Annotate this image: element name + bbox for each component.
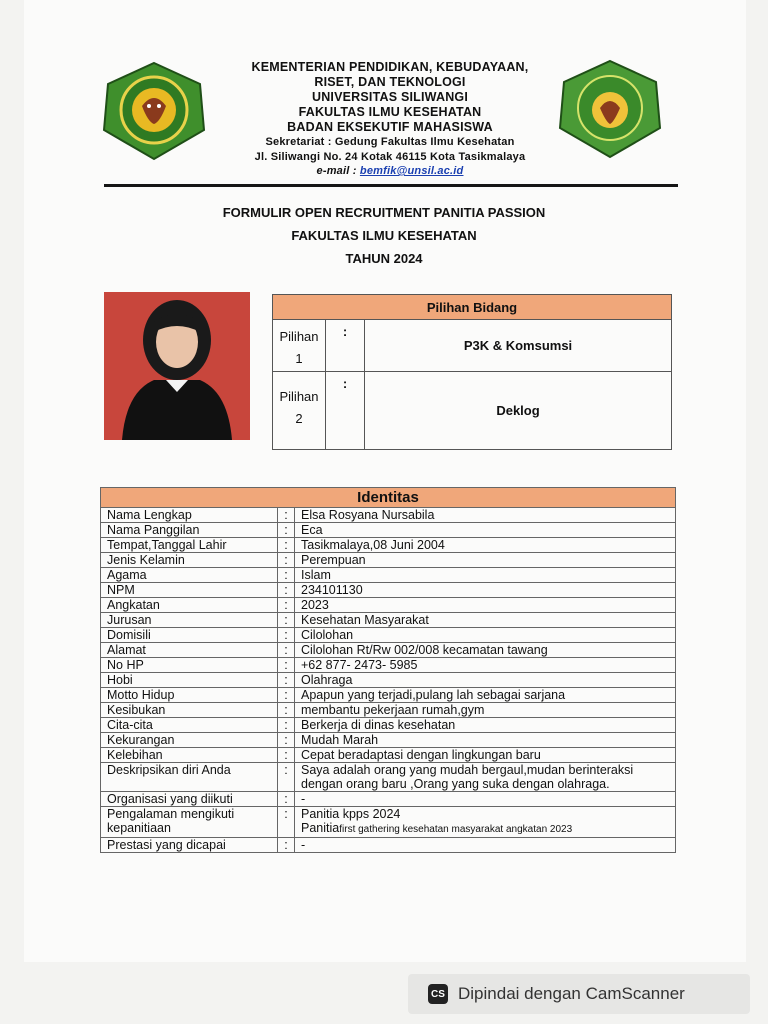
field-value: Perempuan	[295, 553, 676, 568]
field-label: NPM	[101, 583, 278, 598]
university-name: UNIVERSITAS SILIWANGI	[311, 90, 469, 104]
organization-name: BADAN EKSEKUTIF MAHASISWA	[287, 120, 493, 134]
field-label: Cita-cita	[101, 718, 278, 733]
field-value: membantu pekerjaan rumah,gym	[295, 703, 676, 718]
address-line: Jl. Siliwangi No. 24 Kotak 46115 Kota Tasikmalaya	[254, 150, 526, 163]
field-colon: :	[278, 838, 295, 853]
form-title-line-3: TAHUN 2024	[345, 251, 423, 266]
table-row	[101, 553, 676, 568]
field-label: Pengalaman mengikuti kepanitiaan	[101, 807, 278, 838]
field-value: Panitia kpps 2024 Panitiafirst gathering kesehatan masyarakat angkatan 2023	[295, 807, 676, 838]
pilihan-label: Pilihan 2	[273, 372, 326, 450]
email-link[interactable]: bemfik@unsil.ac.id	[359, 165, 464, 177]
university-logo	[100, 60, 208, 162]
field-colon: :	[278, 583, 295, 598]
table-row	[101, 673, 676, 688]
field-label: Kesibukan	[101, 703, 278, 718]
field-colon: :	[278, 508, 295, 523]
field-value: Cilolohan Rt/Rw 002/008 kecamatan tawang	[295, 643, 676, 658]
field-value: -	[295, 838, 676, 853]
camscanner-label: Dipindai dengan CamScanner	[458, 984, 685, 1003]
field-label: Kelebihan	[101, 748, 278, 763]
field-value: 2023	[295, 598, 676, 613]
field-label: Prestasi yang dicapai	[101, 838, 278, 853]
table-row	[101, 733, 676, 748]
field-colon: :	[278, 763, 295, 792]
field-colon: :	[278, 703, 295, 718]
field-value: Berkerja di dinas kesehatan	[295, 718, 676, 733]
field-label: Deskripsikan diri Anda	[101, 763, 278, 792]
field-colon: :	[278, 688, 295, 703]
identitas-header: Identitas	[101, 488, 676, 508]
field-value: 234101130	[295, 583, 676, 598]
table-row	[101, 718, 676, 733]
pilihan-separator: :	[326, 320, 365, 372]
field-colon: :	[278, 733, 295, 748]
field-colon: :	[278, 807, 295, 838]
field-value: Mudah Marah	[295, 733, 676, 748]
field-colon: :	[278, 658, 295, 673]
table-row	[101, 508, 676, 523]
pilihan-bidang-header: Pilihan Bidang	[273, 295, 672, 320]
field-value: Kesehatan Masyarakat	[295, 613, 676, 628]
field-label: Nama Panggilan	[101, 523, 278, 538]
field-colon: :	[278, 792, 295, 807]
table-row	[101, 688, 676, 703]
field-colon: :	[278, 643, 295, 658]
field-value: +62 877- 2473- 5985	[295, 658, 676, 673]
pilihan-value: P3K & Komsumsi	[365, 320, 672, 372]
field-colon: :	[278, 523, 295, 538]
ministry-line-1: KEMENTERIAN PENDIDIKAN, KEBUDAYAAN,	[251, 60, 529, 74]
table-row	[101, 763, 676, 792]
field-label: Nama Lengkap	[101, 508, 278, 523]
table-row	[101, 643, 676, 658]
field-value: Elsa Rosyana Nursabila	[295, 508, 676, 523]
table-row	[101, 583, 676, 598]
table-row	[101, 628, 676, 643]
field-value: Apapun yang terjadi,pulang lah sebagai sarjana	[295, 688, 676, 703]
field-value: Islam	[295, 568, 676, 583]
field-label: Agama	[101, 568, 278, 583]
field-value: Eca	[295, 523, 676, 538]
pilihan-value: Deklog	[365, 372, 672, 450]
field-value: Olahraga	[295, 673, 676, 688]
field-colon: :	[278, 553, 295, 568]
field-label: Motto Hidup	[101, 688, 278, 703]
field-label: Jurusan	[101, 613, 278, 628]
field-value: Tasikmalaya,08 Juni 2004	[295, 538, 676, 553]
pilihan-row	[273, 320, 672, 372]
form-title-line-1: FORMULIR OPEN RECRUITMENT PANITIA PASSION	[222, 205, 546, 220]
field-value: Cilolohan	[295, 628, 676, 643]
field-label: Angkatan	[101, 598, 278, 613]
field-colon: :	[278, 538, 295, 553]
identitas-table	[100, 487, 676, 853]
table-row	[101, 838, 676, 853]
field-label: Alamat	[101, 643, 278, 658]
field-colon: :	[278, 628, 295, 643]
table-row	[101, 792, 676, 807]
table-row	[101, 568, 676, 583]
secretariat-line: Sekretariat : Gedung Fakultas Ilmu Kesehatan	[265, 136, 515, 148]
field-label: Jenis Kelamin	[101, 553, 278, 568]
field-colon: :	[278, 613, 295, 628]
field-label: Organisasi yang diikuti	[101, 792, 278, 807]
field-value: Cepat beradaptasi dengan lingkungan baru	[295, 748, 676, 763]
applicant-photo	[104, 292, 250, 440]
pilihan-row	[273, 372, 672, 450]
table-row	[101, 807, 676, 838]
email-line	[230, 164, 550, 179]
form-title-line-2: FAKULTAS ILMU KESEHATAN	[291, 228, 477, 243]
field-label: No HP	[101, 658, 278, 673]
field-value: Saya adalah orang yang mudah bergaul,mudan berinteraksi dengan orang baru ,Orang yang suka dengan olahraga.	[295, 763, 676, 792]
field-colon: :	[278, 598, 295, 613]
table-row	[101, 703, 676, 718]
letterhead-divider	[104, 184, 678, 187]
camscanner-badge	[408, 974, 750, 1014]
pilihan-separator: :	[326, 372, 365, 450]
table-row	[101, 538, 676, 553]
table-row	[101, 523, 676, 538]
bem-logo	[556, 58, 664, 160]
camscanner-icon: CS	[428, 984, 448, 1004]
table-row	[101, 658, 676, 673]
letterhead	[230, 60, 550, 179]
field-colon: :	[278, 568, 295, 583]
pilihan-label: Pilihan 1	[273, 320, 326, 372]
field-colon: :	[278, 748, 295, 763]
field-label: Kekurangan	[101, 733, 278, 748]
field-colon: :	[278, 718, 295, 733]
pilihan-bidang-table	[272, 294, 672, 450]
field-colon: :	[278, 673, 295, 688]
email-label: e-mail :	[316, 165, 357, 177]
field-value: -	[295, 792, 676, 807]
field-label: Domisili	[101, 628, 278, 643]
ministry-line-2: RISET, DAN TEKNOLOGI	[314, 75, 466, 89]
field-label: Tempat,Tanggal Lahir	[101, 538, 278, 553]
table-row	[101, 598, 676, 613]
identitas-body	[101, 508, 676, 763]
table-row	[101, 613, 676, 628]
faculty-name: FAKULTAS ILMU KESEHATAN	[298, 105, 482, 119]
field-label: Hobi	[101, 673, 278, 688]
table-row	[101, 748, 676, 763]
